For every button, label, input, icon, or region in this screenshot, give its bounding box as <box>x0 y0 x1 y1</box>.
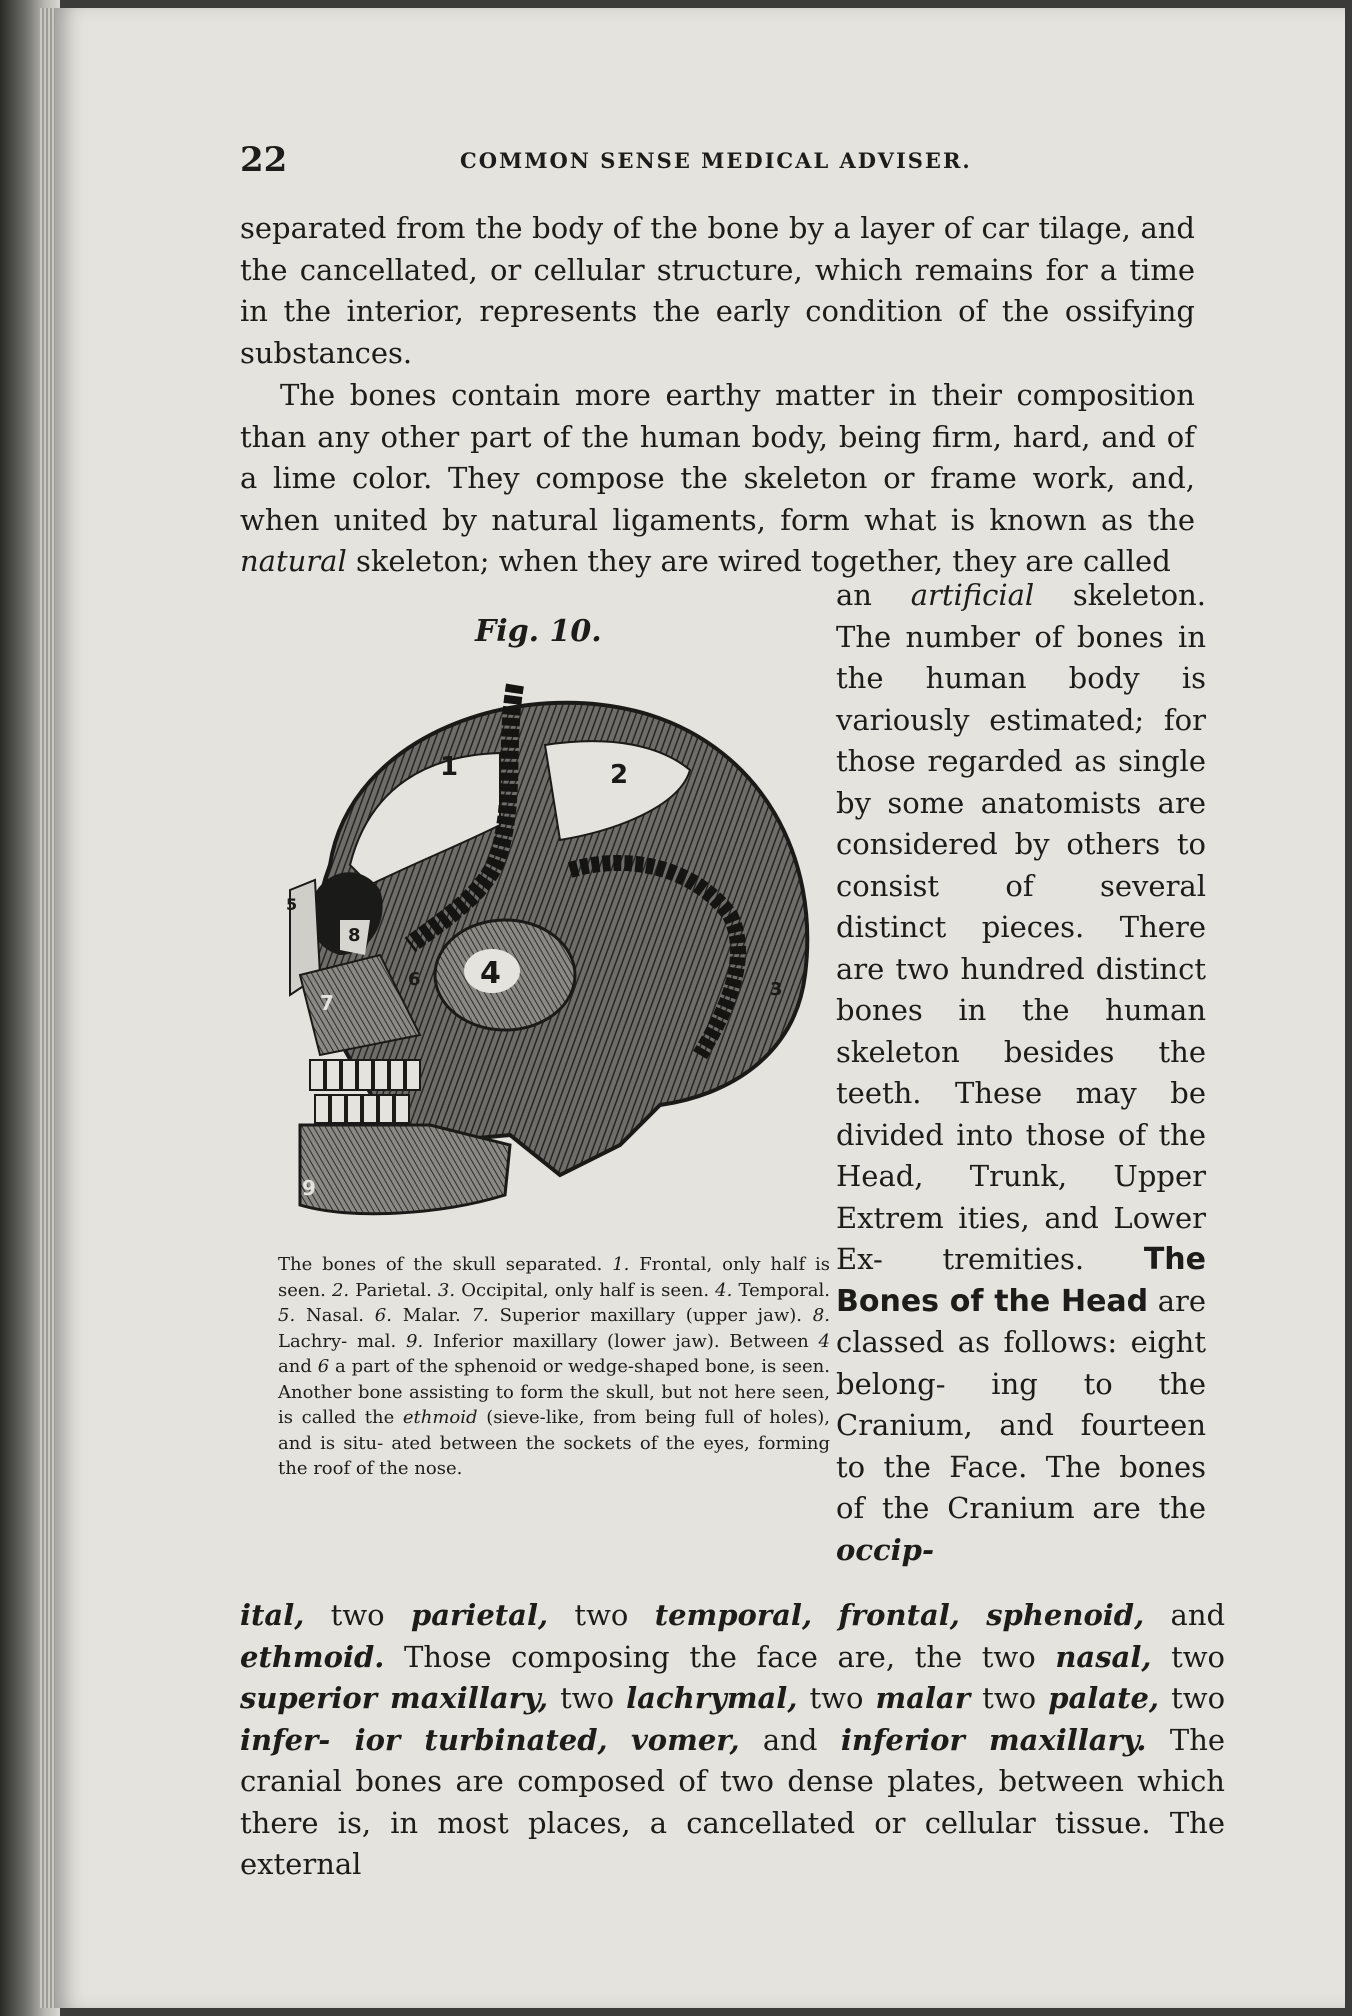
page-number: 22 <box>240 140 288 180</box>
skull-illustration <box>260 675 830 1230</box>
paragraph-2: The bones contain more earthy matter in their composition than any other part of the human body, being firm, hard, and of a lime color. They compose the skeleton or frame work, and, when united by natural ligaments, form what is known as the natural skeleton; when they are wired together, they are called <box>240 378 1195 578</box>
natural-term: natural <box>240 544 347 578</box>
label-8: 8 <box>348 925 361 946</box>
label-6: 6 <box>408 969 421 990</box>
inferior-maxillary <box>300 1125 510 1214</box>
page-header <box>240 140 1200 180</box>
bottom-paragraph: ital, two parietal, two temporal, frontal, sphenoid, and ethmoid. Those composing the face are, the two nasal, two superior maxillary, two lachrymal, two malar two palate, two infer- ior turbinated, vomer, and inferior maxillary. The cranial bones are composed of two dense plates, between which there is, in most places, a cancellated or cellular tissue. The external <box>240 1598 1226 1881</box>
artificial-term: artificial <box>910 578 1035 612</box>
lower-teeth <box>315 1095 409 1123</box>
side-column: an artificial skeleton. The number of bones in the human body is variously estimated; for those regarded as single by some anatomists are considered by others to consist of several distinct pieces. There are two hundred distinct bones in the human skeleton besides the teeth. These may be divided into those of the Head, Trunk, Upper Extrem ities, and Lower Ex- tremities. The Bones of the Head are classed as follows: eight belong- ing to the Cranium, and fourteen to the Face. The bones of the Cranium are the occip- <box>836 578 1207 1567</box>
upper-teeth <box>310 1060 420 1090</box>
paragraph-1: separated from the body of the bone by a layer of car tilage, and the cancellated, or cellular structure, which remains for a time in the interior, represents the early condition of the ossifying substances. <box>240 211 1195 370</box>
figure-title: Fig. 10. <box>475 614 602 649</box>
label-3: 3 <box>770 979 783 1000</box>
label-4: 4 <box>480 956 501 991</box>
label-5: 5 <box>286 895 298 914</box>
label-1: 1 <box>440 752 459 782</box>
label-2: 2 <box>610 760 629 790</box>
figure-caption: The bones of the skull separated. 1. Frontal, only half is seen. 2. Parietal. 3. Occipital, only half is seen. 4. Temporal. 5. Nasal. 6. Malar. 7. Superior maxillary (upper jaw). 8. Lachry- mal. 9. Inferior maxillary (lower jaw). Between 4 and 6 a part of the sphenoid or wedge-shaped bone, is seen. Another bone assisting to form the skull, but not here seen, is called the ethmoid (sieve-like, from being full of holes), and is situ- ated between the sockets of the eyes, forming the roof of the nose. <box>278 1254 830 1479</box>
running-title: COMMON SENSE MEDICAL ADVISER. <box>460 148 972 173</box>
section-heading: The Bones of the Head <box>836 1242 1206 1319</box>
label-9: 9 <box>302 1176 316 1200</box>
label-7: 7 <box>320 991 334 1015</box>
